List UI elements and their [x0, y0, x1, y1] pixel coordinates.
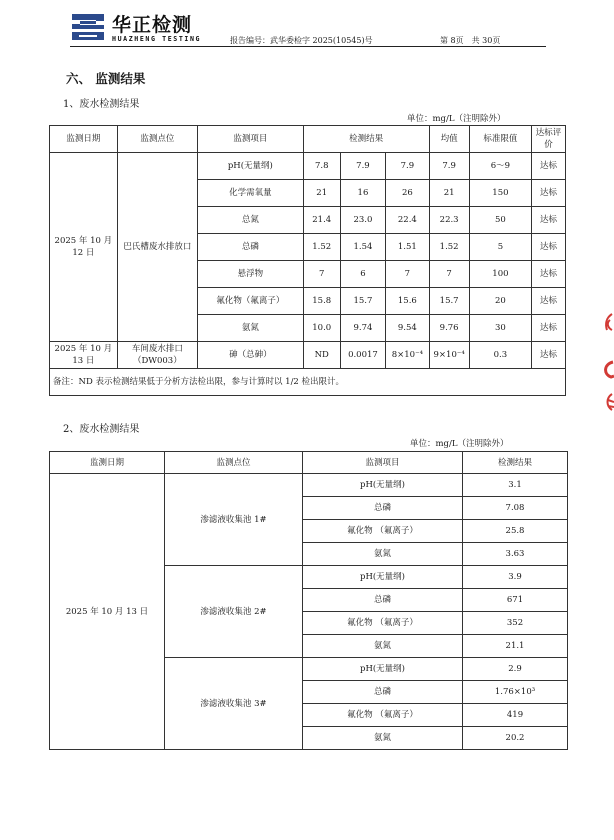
limit: 100 [469, 261, 531, 288]
result-2: 7.9 [340, 153, 385, 180]
brand-name: 华正检测 [112, 14, 193, 36]
result: 3.1 [463, 474, 568, 497]
mean: 7.9 [429, 153, 469, 180]
result-3: 1.51 [386, 234, 429, 261]
limit: 50 [469, 207, 531, 234]
item: 氨氮 [198, 315, 304, 342]
table-note: 备注：ND 表示检测结果低于分析方法检出限，参与计算时以 1/2 检出限计。 [50, 369, 566, 396]
brand-name-en: HUAZHENG TESTING [112, 35, 202, 43]
result: 352 [463, 612, 568, 635]
result: 671 [463, 589, 568, 612]
header-mean: 均值 [429, 126, 469, 153]
item: 砷（总砷） [198, 342, 304, 369]
header-item: 监测项目 [198, 126, 304, 153]
result: 2.9 [463, 658, 568, 681]
section-title: 六、 监测结果 [66, 71, 146, 86]
wastewater-results-table-2 [49, 451, 568, 750]
header-item: 监测项目 [303, 452, 463, 474]
header-eval: 达标评价 [532, 126, 566, 153]
evaluation: 达标 [532, 153, 566, 180]
header-date: 监测日期 [50, 126, 118, 153]
item: pH(无量纲) [198, 153, 304, 180]
item: pH(无量纲) [303, 566, 463, 589]
result: 419 [463, 704, 568, 727]
table1-title: 1、废水检测结果 [63, 99, 140, 110]
item: 总氮 [198, 207, 304, 234]
result-1: 21.4 [303, 207, 340, 234]
item: 氟化物 （氟离子） [303, 520, 463, 543]
header-date: 监测日期 [50, 452, 165, 474]
result-1: 10.0 [303, 315, 340, 342]
header-limit: 标准限值 [469, 126, 531, 153]
header-point: 监测点位 [165, 452, 303, 474]
item: 氟化物 （氟离子） [303, 704, 463, 727]
item: 氟化物（氟离子） [198, 288, 304, 315]
result: 3.63 [463, 543, 568, 566]
table2-title: 2、废水检测结果 [63, 424, 140, 435]
sample-point: 车间废水排口（DW003） [117, 342, 197, 369]
result: 20.2 [463, 727, 568, 750]
evaluation: 达标 [532, 342, 566, 369]
result-3: 9.54 [386, 315, 429, 342]
item: 氟化物 （氟离子） [303, 612, 463, 635]
evaluation: 达标 [532, 207, 566, 234]
result: 25.8 [463, 520, 568, 543]
limit: 0.3 [469, 342, 531, 369]
result-1: 1.52 [303, 234, 340, 261]
table1-unit: 单位：mg/L（注明除外） [407, 114, 506, 124]
sample-date: 2025 年 10 月 12 日 [50, 153, 118, 342]
item: 总磷 [303, 589, 463, 612]
sample-date: 2025 年 10 月 13 日 [50, 474, 165, 750]
result-3: 15.6 [386, 288, 429, 315]
result-1: 7.8 [303, 153, 340, 180]
evaluation: 达标 [532, 180, 566, 207]
item: 悬浮物 [198, 261, 304, 288]
evaluation: 达标 [532, 288, 566, 315]
header-result: 检测结果 [303, 126, 429, 153]
sample-point: 渗滤液收集池 3# [165, 658, 303, 750]
item: 氨氮 [303, 727, 463, 750]
result-1: 15.8 [303, 288, 340, 315]
mean: 22.3 [429, 207, 469, 234]
red-seal-stamp-icon [598, 310, 614, 420]
sample-point: 巴氏槽废水排放口 [117, 153, 197, 342]
evaluation: 达标 [532, 261, 566, 288]
result-2: 9.74 [340, 315, 385, 342]
mean: 15.7 [429, 288, 469, 315]
item: 总磷 [303, 681, 463, 704]
page-header [70, 10, 546, 47]
table-row [50, 474, 568, 497]
limit: 6～9 [469, 153, 531, 180]
mean: 1.52 [429, 234, 469, 261]
result: 21.1 [463, 635, 568, 658]
result-3: 7.9 [386, 153, 429, 180]
header-point: 监测点位 [117, 126, 197, 153]
evaluation: 达标 [532, 234, 566, 261]
mean: 21 [429, 180, 469, 207]
header-result: 检测结果 [463, 452, 568, 474]
item: 总磷 [198, 234, 304, 261]
limit: 150 [469, 180, 531, 207]
huazheng-logo-icon [70, 12, 106, 42]
item: pH(无量纲) [303, 474, 463, 497]
result-2: 0.0017 [340, 342, 385, 369]
page-number: 第 8页 共 30页 [440, 36, 501, 45]
item: 氨氮 [303, 635, 463, 658]
mean: 9×10⁻⁴ [429, 342, 469, 369]
result-2: 15.7 [340, 288, 385, 315]
result: 1.76×10³ [463, 681, 568, 704]
result-2: 23.0 [340, 207, 385, 234]
item: 总磷 [303, 497, 463, 520]
result: 7.08 [463, 497, 568, 520]
result-2: 6 [340, 261, 385, 288]
result-2: 16 [340, 180, 385, 207]
limit: 5 [469, 234, 531, 261]
result-1: 21 [303, 180, 340, 207]
wastewater-results-table-1 [49, 125, 566, 396]
evaluation: 达标 [532, 315, 566, 342]
limit: 20 [469, 288, 531, 315]
item: 化学需氧量 [198, 180, 304, 207]
result-3: 8×10⁻⁴ [386, 342, 429, 369]
result-3: 7 [386, 261, 429, 288]
result-2: 1.54 [340, 234, 385, 261]
item: pH(无量纲) [303, 658, 463, 681]
result: 3.9 [463, 566, 568, 589]
limit: 30 [469, 315, 531, 342]
table-row [50, 153, 566, 180]
table-row [50, 342, 566, 369]
sample-date: 2025 年 10 月 13 日 [50, 342, 118, 369]
table2-unit: 单位：mg/L（注明除外） [410, 439, 509, 449]
result-1: ND [303, 342, 340, 369]
mean: 9.76 [429, 315, 469, 342]
mean: 7 [429, 261, 469, 288]
item: 氨氮 [303, 543, 463, 566]
report-number: 报告编号：武华委检字 2025(10545)号 [230, 36, 373, 45]
sample-point: 渗滤液收集池 1# [165, 474, 303, 566]
sample-point: 渗滤液收集池 2# [165, 566, 303, 658]
result-3: 26 [386, 180, 429, 207]
result-3: 22.4 [386, 207, 429, 234]
result-1: 7 [303, 261, 340, 288]
